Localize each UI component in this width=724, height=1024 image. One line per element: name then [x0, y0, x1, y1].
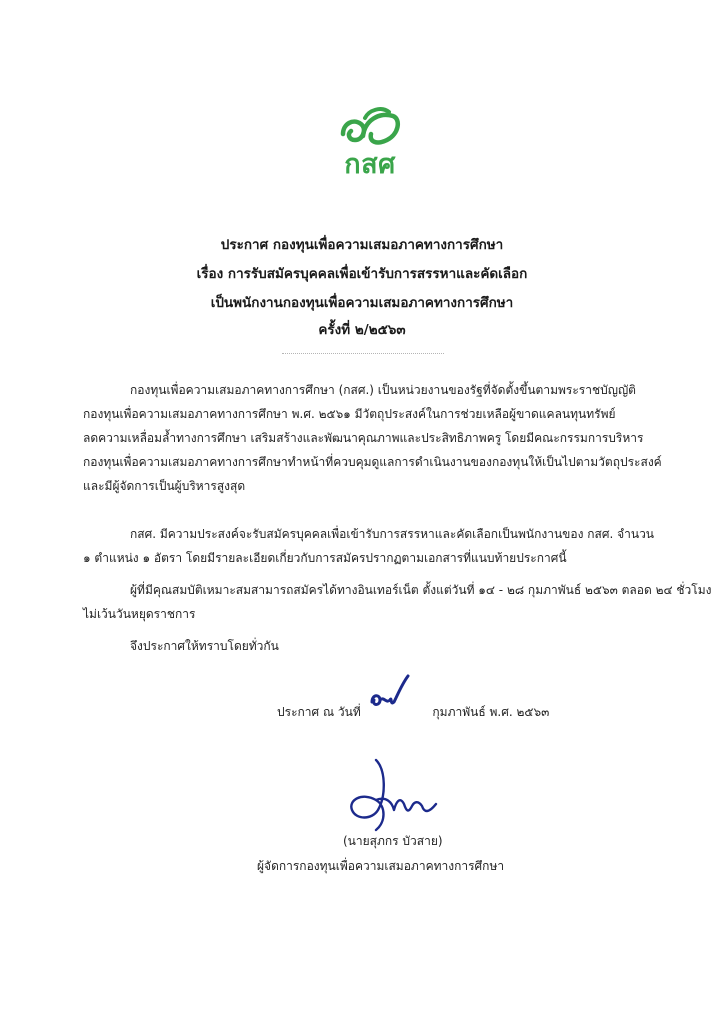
- paragraph-line: กสศ. มีความประสงค์จะรับสมัครบุคคลเพื่อเข้ารับการสรรหาและคัดเลือกเป็นพนักงานของ กสศ. จำนวน: [130, 527, 655, 541]
- paragraph-line: กองทุนเพื่อความเสมอภาคทางการศึกษาทำหน้าที่ควบคุมดูแลการดำเนินงานของกองทุนให้เป็นไปตามวัตถุประสงค์: [83, 455, 662, 469]
- paragraph-line: ไม่เว้นวันหยุดราชการ: [83, 607, 196, 621]
- announcement-subject: เรื่อง การรับสมัครบุคคลเพื่อเข้ารับการสรรหาและคัดเลือก: [196, 266, 528, 282]
- announcement-number: ครั้งที่ ๒/๒๕๖๓: [318, 322, 406, 338]
- paragraph-4: [83, 634, 279, 658]
- signer-position: ผู้จัดการกองทุนเพื่อความเสมอภาคทางการศึกษา: [257, 859, 505, 873]
- logo: [335, 106, 405, 186]
- paragraph-line: ๑ ตำแหน่ง ๑ อัตรา โดยมีรายละเอียดเกี่ยวกับการสมัครปรากฏตามเอกสารที่แนบท้ายประกาศนี้: [83, 551, 567, 565]
- announcement-date: [277, 703, 549, 722]
- paragraph-line: ผู้ที่มีคุณสมบัติเหมาะสมสามารถสมัครได้ทางอินเทอร์เน็ต ตั้งแต่วันที่ ๑๔ - ๒๘ กุมภาพันธ์ ๒๕๖๓ ตลอด ๒๔ ชั่วโมง: [130, 583, 712, 597]
- signer-name: (นายสุภกร บัวสาย): [343, 834, 443, 848]
- paragraph-2: [83, 522, 654, 570]
- paragraph-line: จึงประกาศให้ทราบโดยทั่วกัน: [130, 639, 279, 653]
- signature: [342, 756, 442, 840]
- paragraph-line: กองทุนเพื่อความเสมอภาคทางการศึกษา พ.ศ. ๒๕๖๑ มีวัตถุประสงค์ในการช่วยเหลือผู้ขาดแคลนทุนทรัพย์: [83, 407, 616, 421]
- header-divider: [282, 353, 444, 354]
- paragraph-line: ลดความเหลื่อมล้ำทางการศึกษา เสริมสร้างและพัฒนาคุณภาพและประสิทธิภาพครู โดยมีคณะกรรมการบริหาร: [83, 431, 644, 445]
- date-prefix: ประกาศ ณ วันที่: [277, 705, 361, 719]
- announcement-title: ประกาศ กองทุนเพื่อความเสมอภาคทางการศึกษา: [220, 237, 504, 253]
- announcement-subject-cont: เป็นพนักงานกองทุนเพื่อความเสมอภาคทางการศึกษา: [210, 295, 514, 311]
- paragraph-3: [83, 578, 712, 626]
- handwritten-day: [368, 672, 410, 716]
- handwritten-signature: [342, 756, 442, 836]
- handwritten-day-glyph: [368, 672, 410, 712]
- logo-text: กสศ: [344, 149, 396, 180]
- paragraph-line: กองทุนเพื่อความเสมอภาคทางการศึกษา (กสศ.) เป็นหน่วยงานของรัฐที่จัดตั้งขึ้นตามพระราชบัญญัติ: [130, 383, 636, 397]
- paragraph-1: [83, 378, 662, 498]
- paragraph-line: และมีผู้จัดการเป็นผู้บริหารสูงสุด: [83, 479, 246, 493]
- green-leaf-script-logo-icon: [335, 106, 405, 152]
- date-month-year: กุมภาพันธ์ พ.ศ. ๒๕๖๓: [432, 705, 550, 719]
